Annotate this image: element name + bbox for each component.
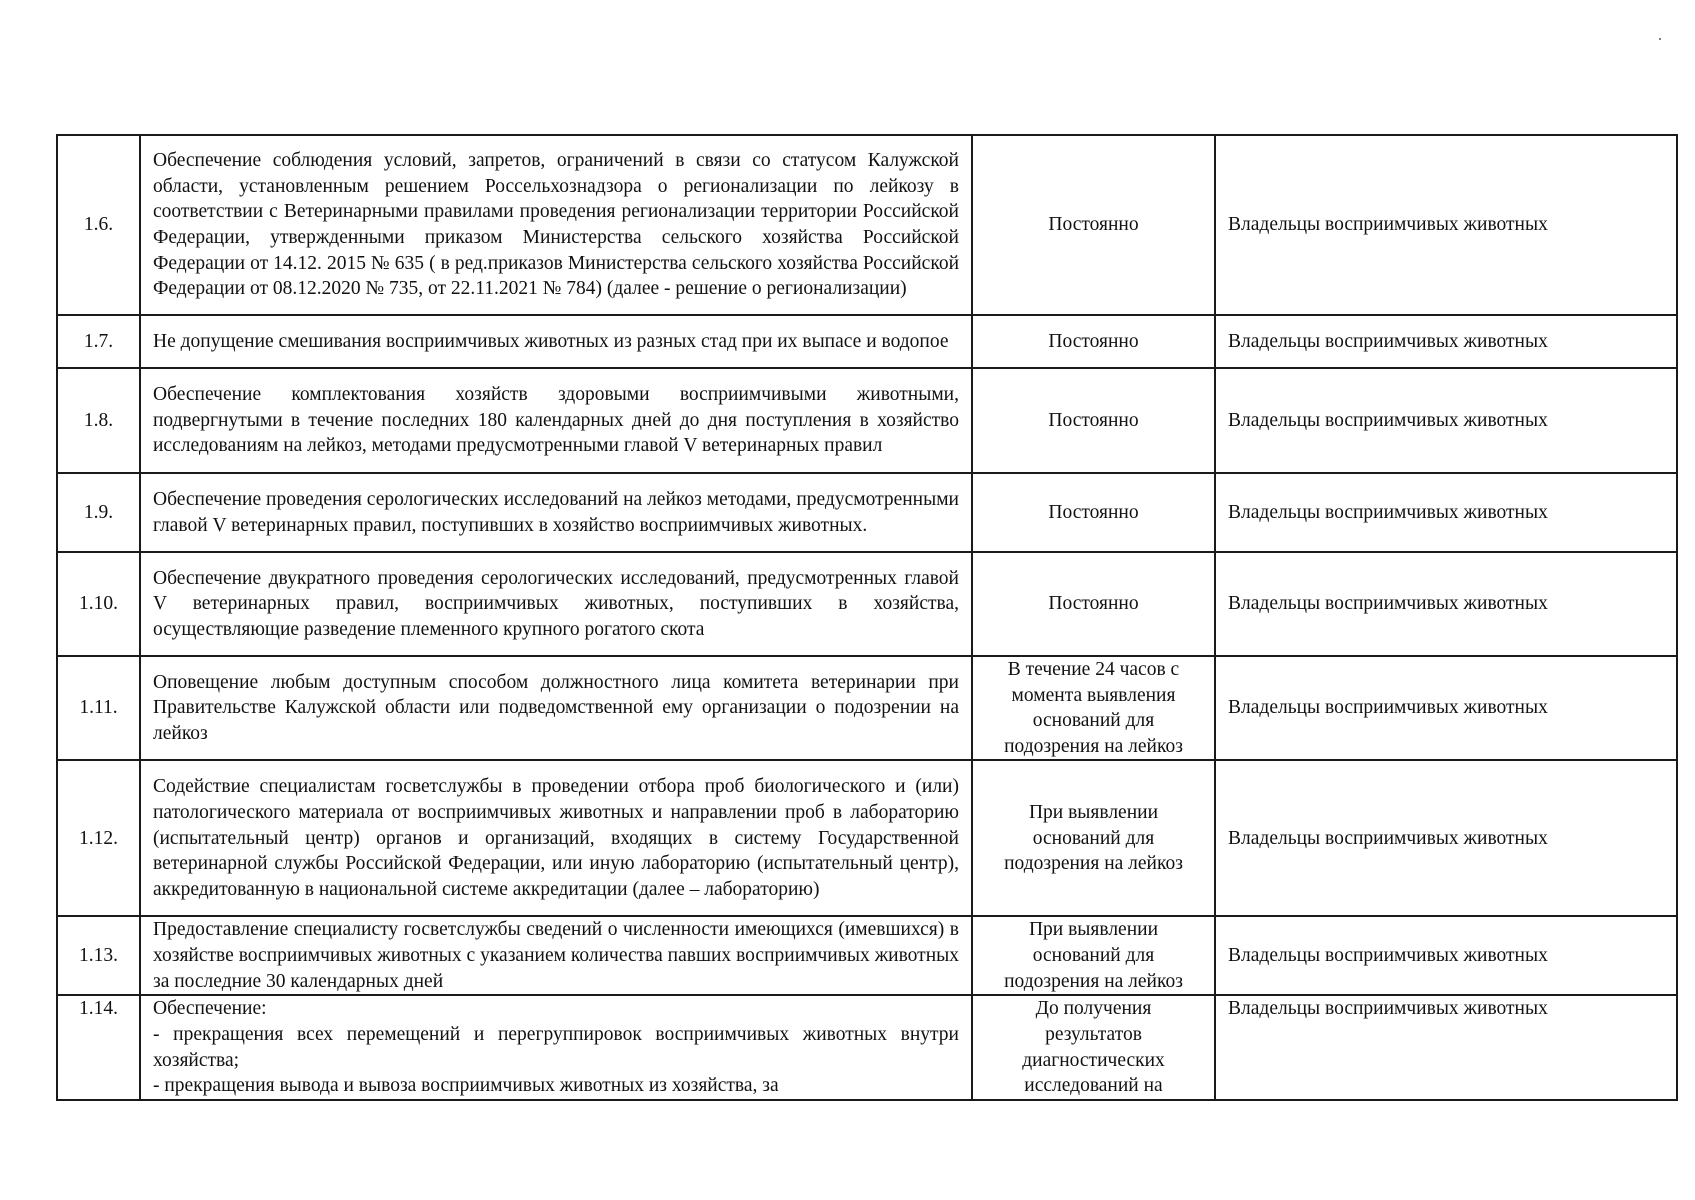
row-term: При выявлении оснований для подозрения на лейкоз — [972, 760, 1215, 916]
row-number: 1.12. — [57, 760, 140, 916]
row-term: В течение 24 часов с момента выявления оснований для подозрения на лейкоз — [972, 656, 1215, 760]
row-responsible: Владельцы восприимчивых животных — [1215, 552, 1677, 656]
row-number: 1.7. — [57, 315, 140, 368]
row-responsible: Владельцы восприимчивых животных — [1215, 473, 1677, 552]
row-term: При выявлении оснований для подозрения на лейкоз — [972, 916, 1215, 995]
row-responsible: Владельцы восприимчивых животных — [1215, 656, 1677, 760]
table-row — [57, 315, 1677, 368]
row-responsible: Владельцы восприимчивых животных — [1215, 135, 1677, 315]
table-row — [57, 135, 1677, 315]
row-term: Постоянно — [972, 135, 1215, 315]
row-description: Обеспечение двукратного проведения серологических исследований, предусмотренных главой V ветеринарных правил, восприимчивых животных, поступивших в хозяйства, осуществляющие разведение племенного крупного рогатого скота — [140, 552, 972, 656]
row-description: Оповещение любым доступным способом должностного лица комитета ветеринарии при Правительстве Калужской области или подведомственной ему организации о подозрении на лейкоз — [140, 656, 972, 760]
row-responsible: Владельцы восприимчивых животных — [1215, 916, 1677, 995]
table-row — [57, 552, 1677, 656]
row-term: Постоянно — [972, 315, 1215, 368]
scan-speck — [1659, 38, 1661, 40]
row-description: Обеспечение проведения серологических исследований на лейкоз методами, предусмотренными главой V ветеринарных правил, поступивших в хозяйство восприимчивых животных. — [140, 473, 972, 552]
row-number: 1.6. — [57, 135, 140, 315]
row-number: 1.10. — [57, 552, 140, 656]
table-row — [57, 473, 1677, 552]
row-responsible: Владельцы восприимчивых животных — [1215, 760, 1677, 916]
row-term: До получения результатов диагностических исследований на — [972, 995, 1215, 1099]
row-number: 1.14. — [57, 995, 140, 1099]
row-description: Обеспечение соблюдения условий, запретов, ограничений в связи со статусом Калужской области, установленным решением Россельхознадзора о регионализации по лейкозу в соответствии с Ветеринарными правилами проведения регионализации территории Российской Федерации, утвержденными приказом Министерства сельского хозяйства Российской Федерации от 14.12. 2015 № 635 ( в ред.приказов Министерства сельского хозяйства Российской Федерации от 08.12.2020 № 735, от 22.11.2021 № 784) (далее - решение о регионализации) — [140, 135, 972, 315]
row-number: 1.8. — [57, 368, 140, 473]
row-number: 1.13. — [57, 916, 140, 995]
row-number: 1.9. — [57, 473, 140, 552]
measures-table — [56, 134, 1678, 1101]
row-responsible: Владельцы восприимчивых животных — [1215, 995, 1677, 1099]
row-term: Постоянно — [972, 473, 1215, 552]
row-description: Не допущение смешивания восприимчивых животных из разных стад при их выпасе и водопое — [140, 315, 972, 368]
row-responsible: Владельцы восприимчивых животных — [1215, 368, 1677, 473]
row-responsible: Владельцы восприимчивых животных — [1215, 315, 1677, 368]
table-row — [57, 916, 1677, 995]
row-description: Содействие специалистам госветслужбы в проведении отбора проб биологического и (или) патологического материала от восприимчивых животных и направлении проб в лабораторию (испытательный центр) органов и организаций, входящих в систему Государственной ветеринарной службы Российской Федерации, или иную лабораторию (испытательный центр), аккредитованную в национальной системе аккредитации (далее – лабораторию) — [140, 760, 972, 916]
table-row — [57, 995, 1677, 1099]
row-term: Постоянно — [972, 368, 1215, 473]
row-number: 1.11. — [57, 656, 140, 760]
table-row — [57, 656, 1677, 760]
row-description: Обеспечение: - прекращения всех перемещений и перегруппировок восприимчивых животных внутри хозяйства; - прекращения вывода и вывоза восприимчивых животных из хозяйства, за — [140, 995, 972, 1099]
row-description: Предоставление специалисту госветслужбы сведений о численности имеющихся (имевшихся) в хозяйстве восприимчивых животных с указанием количества павших восприимчивых животных за последние 30 календарных дней — [140, 916, 972, 995]
table-row — [57, 760, 1677, 916]
row-term: Постоянно — [972, 552, 1215, 656]
row-description: Обеспечение комплектования хозяйств здоровыми восприимчивыми животными, подвергнутыми в течение последних 180 календарных дней до дня поступления в хозяйство исследованиям на лейкоз, методами предусмотренными главой V ветеринарных правил — [140, 368, 972, 473]
table-row — [57, 368, 1677, 473]
